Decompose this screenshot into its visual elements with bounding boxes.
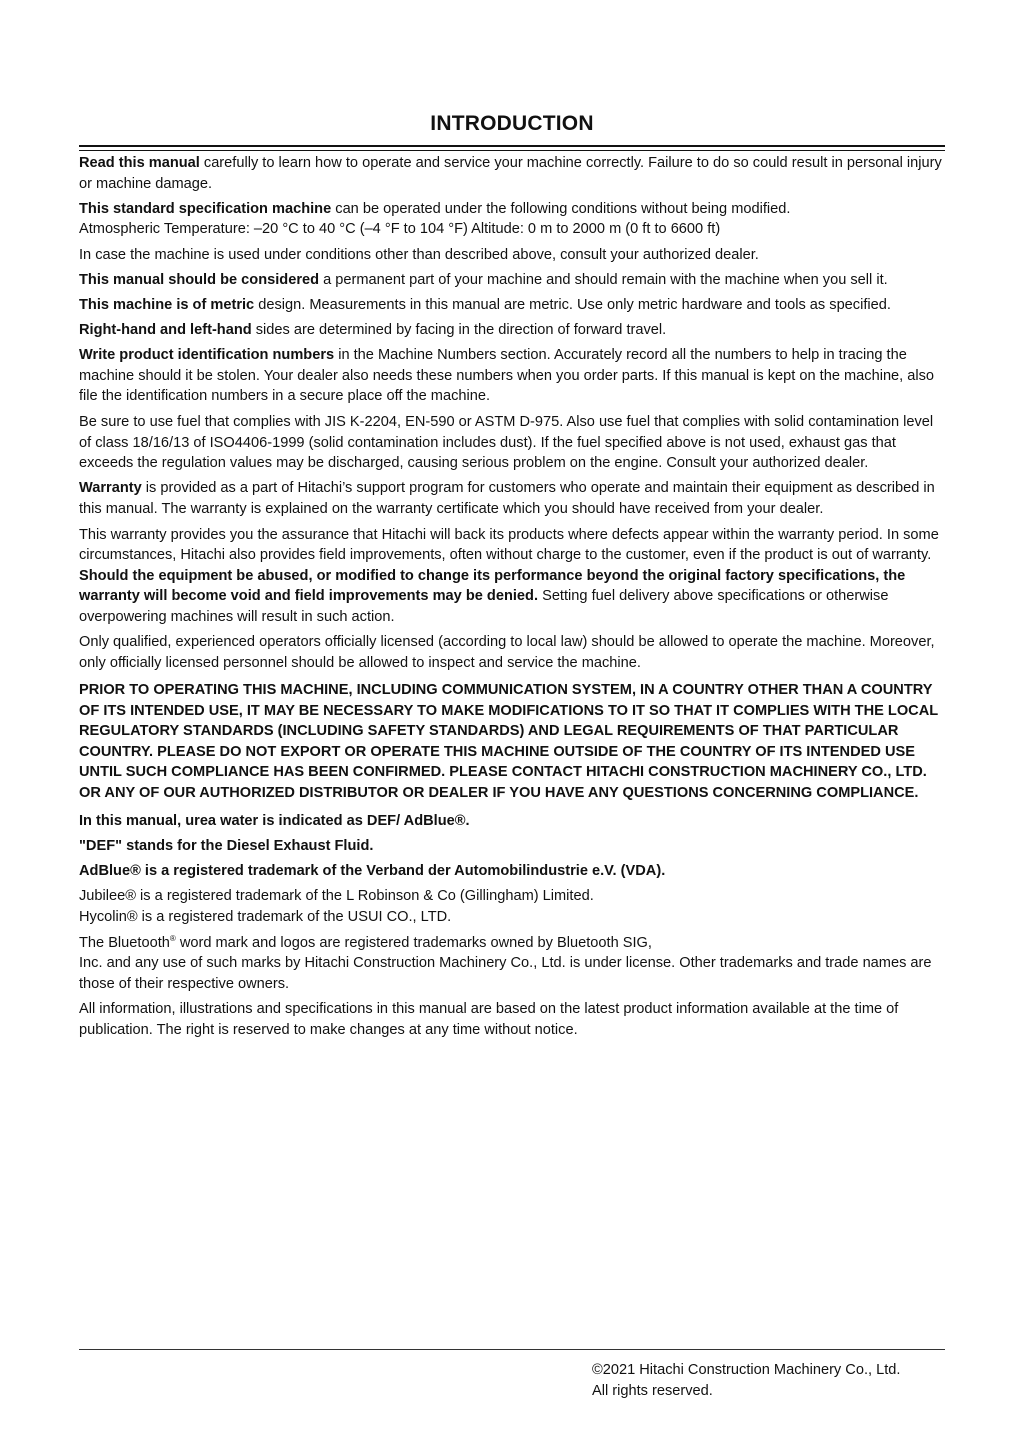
paragraph-text: in the Machine Numbers section. Accurately record all the numbers to help in tracing the machine should it be stolen. Your dealer also needs these numbers when you order parts. If this manual is kept on the machine, also file the identification numbers in a secure place off the machine. bbox=[79, 347, 935, 405]
paragraph-compliance-warning: PRIOR TO OPERATING THIS MACHINE, INCLUDING COMMUNICATION SYSTEM, IN A COUNTRY OTHER THAN A COUNTRY OF ITS INTENDED USE, IT MAY BE NECESSARY TO MAKE MODIFICATIONS TO IT SO THAT IT COMPLIES WITH THE LOCAL REGULATORY STANDARDS (INCLUDING SAFETY STANDARDS) AND LEGAL REQUIREMENTS OF THAT PARTICULAR COUNTRY. PLEASE DO NOT EXPORT OR OPERATE THIS MACHINE OUTSIDE OF THE COUNTRY OF ITS INTENDED USE UNTIL SUCH COMPLIANCE HAS BEEN CONFIRMED. PLEASE CONTACT HITACHI CONSTRUCTION MACHINERY CO., LTD. OR ANY OF OUR AUTHORIZED DISTRIBUTOR OR DEALER IF YOU HAVE ANY QUESTIONS CONCERNING COMPLIANCE. bbox=[79, 682, 938, 801]
paragraph-text: Inc. and any use of such marks by Hitachi Construction Machinery Co., Ltd. is under license. Other trademarks and trade names are those of their respective owners. bbox=[79, 955, 932, 992]
registered-mark: ® bbox=[169, 933, 176, 943]
paragraph-lead: This machine is of metric bbox=[79, 297, 255, 314]
footer bbox=[592, 1360, 900, 1401]
document-page bbox=[79, 0, 945, 1447]
paragraph-information-disclaimer: All information, illustrations and specifications in this manual are based on the latest product information available at the time of publication. The right is reserved to make changes at any time without notice. bbox=[79, 1000, 899, 1038]
paragraph-warranty bbox=[79, 478, 945, 519]
paragraph-text: design. Measurements in this manual are metric. Use only metric hardware and tools as specified. bbox=[254, 297, 891, 314]
paragraph-metric bbox=[79, 295, 945, 316]
paragraph-def-definition: "DEF" stands for the Diesel Exhaust Fluid. bbox=[79, 838, 374, 855]
paragraph-adblue-trademark: AdBlue® is a registered trademark of the Verband der Automobilindustrie e.V. (VDA). bbox=[79, 863, 666, 880]
title-divider-thick bbox=[79, 145, 945, 147]
rights-text: All rights reserved. bbox=[592, 1382, 713, 1399]
paragraph-lead: Right-hand and left-hand bbox=[79, 322, 252, 339]
paragraph-text: The Bluetooth bbox=[79, 934, 170, 951]
operating-conditions: Atmospheric Temperature: –20 °C to 40 °C (–4 °F to 104 °F) Altitude: 0 m to 2000 m (0 ft to 6600 ft) bbox=[79, 221, 721, 238]
copyright-text: ©2021 Hitachi Construction Machinery Co., Ltd. bbox=[592, 1362, 901, 1378]
hycolin-trademark: Hycolin® is a registered trademark of the USUI CO., LTD. bbox=[79, 909, 452, 926]
paragraph-text: word mark and logos are registered trademarks owned by Bluetooth SIG, bbox=[175, 934, 652, 951]
paragraph-fuel: Be sure to use fuel that complies with JIS K-2204, EN-590 or ASTM D-975. Also use fuel that complies with solid contamination level of class 18/16/13 of ISO4406-1999 (solid contamination includes dust). If the fuel specified above is not used, exhaust gas that exceeds the regulation values may be discharged, causing serious problem on the engine. Consult your authorized dealer. bbox=[79, 414, 934, 472]
paragraph-lead: Write product identification numbers bbox=[79, 347, 335, 364]
paragraph-lead: Warranty bbox=[79, 480, 142, 497]
paragraph-text: Setting fuel delivery above specifications or otherwise overpowering machines will result in such action. bbox=[79, 588, 889, 625]
paragraph-standard-spec bbox=[79, 199, 945, 240]
paragraph-trademarks bbox=[79, 886, 945, 927]
paragraph-def-adblue: In this manual, urea water is indicated as DEF/ AdBlue®. bbox=[79, 813, 470, 830]
paragraph-text: can be operated under the following conditions without being modified. bbox=[331, 200, 791, 217]
paragraph-text: is provided as a part of Hitachi’s support program for customers who operate and maintain their equipment as described in this manual. The warranty is explained on the warranty certificate which you should have received from your dealer. bbox=[79, 480, 935, 517]
paragraph-lead: This standard specification machine bbox=[79, 200, 332, 217]
warranty-void-notice: Should the equipment be abused, or modified to change its performance beyond the original factory specifications, the warranty will become void and field improvements may be denied. bbox=[79, 567, 906, 605]
paragraph-read-manual bbox=[79, 153, 945, 194]
document-body bbox=[79, 153, 945, 1045]
paragraph-bluetooth bbox=[79, 933, 945, 995]
paragraph-lead: This manual should be considered bbox=[79, 271, 320, 288]
paragraph-permanent-part bbox=[79, 270, 945, 291]
paragraph-text: This warranty provides you the assurance that Hitachi will back its products where defects appear within the warranty period. In some circumstances, Hitachi also provides field improvements, often without charge to the customer, even if the product is out of warranty. bbox=[79, 526, 939, 564]
paragraph-text: a permanent part of your machine and should remain with the machine when you sell it. bbox=[319, 271, 888, 288]
title-divider-thin bbox=[79, 150, 945, 151]
paragraph-text: sides are determined by facing in the direction of forward travel. bbox=[251, 322, 667, 339]
paragraph-qualified-operators: Only qualified, experienced operators officially licensed (according to local law) should be allowed to operate the machine. Moreover, only officially licensed personnel should be allowed to inspect and service the machine. bbox=[79, 633, 935, 671]
paragraph-warranty-assurance bbox=[79, 525, 945, 628]
jubilee-trademark: Jubilee® is a registered trademark of the L Robinson & Co (Gillingham) Limited. bbox=[79, 888, 594, 905]
page-title: INTRODUCTION bbox=[430, 112, 594, 135]
paragraph-identification bbox=[79, 345, 945, 407]
paragraph-lead: Read this manual bbox=[79, 155, 200, 171]
paragraph-text: carefully to learn how to operate and service your machine correctly. Failure to do so could result in personal injury or machine damage. bbox=[79, 155, 942, 192]
paragraph-other-conditions: In case the machine is used under conditions other than described above, consult your authorized dealer. bbox=[79, 246, 759, 263]
footer-divider bbox=[79, 1349, 945, 1350]
paragraph-right-left bbox=[79, 320, 945, 341]
